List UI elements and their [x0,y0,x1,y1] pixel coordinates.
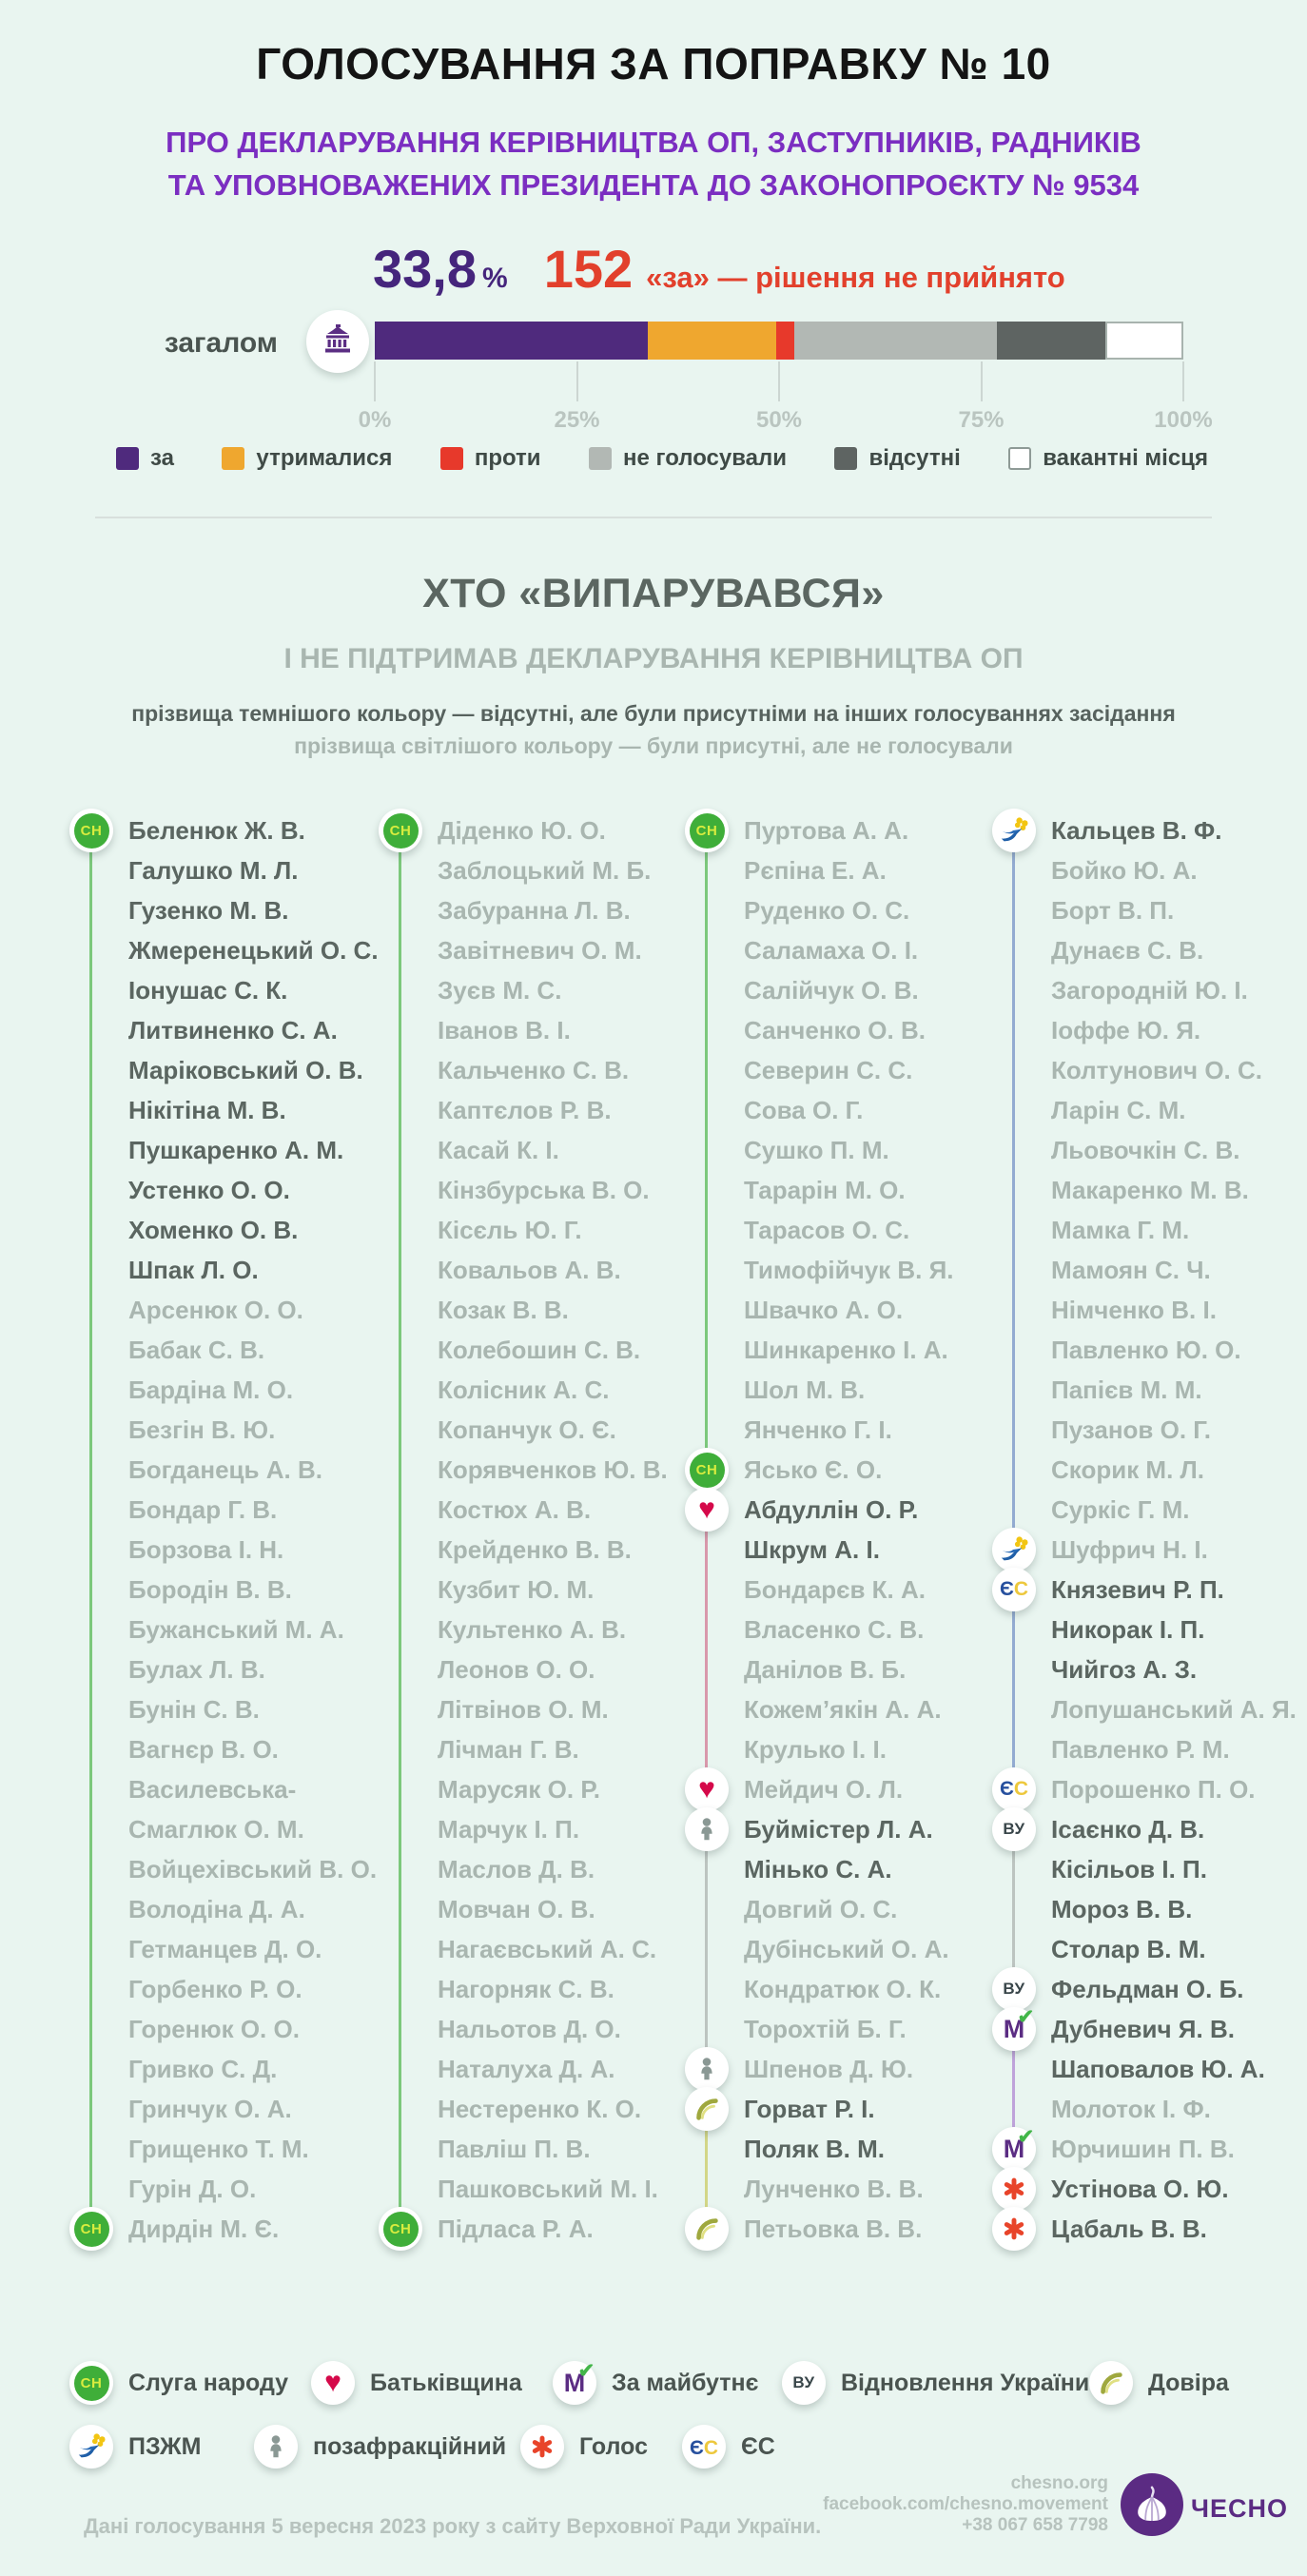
deputy-name: Козак В. В. [438,1296,569,1324]
deputy-name: Шкрум А. І. [744,1535,880,1564]
deputy-name: Устенко О. О. [128,1176,290,1204]
axis-tick-label: 0% [358,407,392,433]
axis-tick-label: 75% [958,407,1005,433]
party-legend-item-pzzhm [69,2425,201,2469]
deputy-name: Кінзбурська В. О. [438,1176,650,1204]
deputy-name: Руденко О. С. [744,896,910,925]
vote-legend-item [440,445,541,472]
deputy-name: Булах Л. В. [128,1655,265,1684]
page-subtitle [0,122,1307,207]
dovira-party-badge [1089,2361,1133,2405]
deputy-name: Горбенко Р. О. [128,1975,302,2003]
party-legend-label: Слуга народу [128,2369,289,2396]
deputy-name: Гурін Д. О. [128,2175,257,2203]
deputy-name: Загородній Ю. І. [1051,976,1248,1005]
percent-unit: % [482,263,508,294]
sn-party-badge [685,1448,729,1492]
deputy-name: Льовочкін С. В. [1051,1136,1240,1164]
dovira-party-badge [685,2207,729,2251]
deputy-name: Вагнєр В. О. [128,1735,279,1764]
deputy-name: Буймістер Л. А. [744,1815,933,1844]
deputy-name: Власенко С. В. [744,1615,925,1644]
deputy-name: Забуранна Л. В. [438,896,631,925]
sn-party-icon: СН [74,2212,109,2247]
party-segment-line [705,1510,708,1789]
deputy-name: Гузенко М. В. [128,896,289,925]
deputy-name: Марусяк О. Р. [438,1775,600,1804]
deputy-name: Северин С. С. [744,1056,913,1084]
person-icon [262,2432,290,2461]
deputy-name: Павленко Р. М. [1051,1735,1230,1764]
party-legend-label: Відновлення України [841,2369,1090,2396]
deputy-name: Цабаль В. В. [1051,2215,1207,2243]
deputy-name: Лопушанський А. Я. [1051,1695,1297,1724]
holos-burst-icon [1001,2215,1027,2242]
holos-party-badge [992,2167,1036,2211]
vote-legend-item [834,445,960,472]
deputy-name: Гетманцев Д. О. [128,1935,322,1963]
batk-party-badge [685,1488,729,1532]
pzzhm-party-badge [992,1528,1036,1571]
page-subtitle-line2: ТА УПОВНОВАЖЕНИХ ПРЕЗИДЕНТА ДО ЗАКОНОПРОЄКТУ № 9534 [167,167,1140,202]
legend-label: за [150,445,174,471]
deputy-name: Пуртова А. А. [744,816,909,845]
deputy-name: Галушко М. Л. [128,856,299,885]
deputy-name: Арсенюк О. О. [128,1296,303,1324]
deputy-name: Столар В. М. [1051,1935,1206,1963]
sn-party-icon: СН [383,2212,419,2247]
deputy-name: Сова О. Г. [744,1096,864,1124]
deputy-name: Шаповалов Ю. А. [1051,2055,1265,2083]
vu-icon: ВУ [1003,1820,1025,1838]
deputy-name: Касай К. І. [438,1136,559,1164]
bar-segment-3 [794,322,997,360]
deputy-name: Бойко Ю. А. [1051,856,1198,885]
party-legend-item-sn [69,2361,288,2405]
party-legend-item-zm [553,2361,758,2405]
deputy-name: Суркіс Г. М. [1051,1495,1190,1524]
party-legend-label: позафракційний [313,2432,507,2460]
deputy-name: Юрчишин П. В. [1051,2135,1235,2163]
sn-party-icon: СН [74,813,109,849]
phone-number: +38 067 658 7798 [962,2515,1108,2535]
deputy-name: Шинкаренко І. А. [744,1336,948,1364]
sn-party-badge [69,2207,113,2251]
pzzhm-party-badge [992,809,1036,852]
es-icon: ЄС [689,2436,719,2459]
section-title: ХТО «ВИПАРУВАВСЯ» [422,571,885,616]
deputy-name: Крейденко В. В. [438,1535,632,1564]
deputy-name: Корявченков Ю. В. [438,1455,668,1484]
vote-stats [373,238,1065,300]
deputy-name: Никорак І. П. [1051,1615,1205,1644]
deputy-name: Беленюк Ж. В. [128,816,305,845]
deputy-name: Лічман Г. В. [438,1735,579,1764]
bar-segment-0 [375,322,648,360]
deputy-name: Горенюк О. О. [128,2015,300,2043]
legend-label: вакантні місця [1043,445,1208,471]
holos-party-badge [992,2207,1036,2251]
party-legend-label: ЄС [741,2432,775,2460]
vote-legend-item [116,445,174,472]
dovira-swoosh-icon [1097,2369,1125,2397]
pozafrak-party-badge [685,2047,729,2091]
heart-icon: ♥ [698,1773,715,1805]
deputy-name: Бондар Г. В. [128,1495,278,1524]
deputy-name: Іванов В. І. [438,1016,571,1044]
party-legend-label: ПЗЖМ [128,2432,202,2460]
contact-block [823,2473,1108,2536]
sn-party-icon: СН [383,813,419,849]
deputy-name: Мейдич О. Л. [744,1775,904,1804]
deputy-name: Культенко А. В. [438,1615,627,1644]
batk-party-badge [311,2361,355,2405]
deputy-name: Торохтій Б. Г. [744,2015,907,2043]
deputy-name: Богданець А. В. [128,1455,322,1484]
deputy-name: Скорик М. Л. [1051,1455,1205,1484]
deputy-name: Костюх А. В. [438,1495,592,1524]
dovira-swoosh-icon [693,2095,721,2123]
website-link[interactable]: chesno.org [1010,2473,1108,2493]
deputy-name: Макаренко М. В. [1051,1176,1249,1204]
legend-swatch [222,447,244,470]
percent-value: 33,8 [373,239,477,299]
dovira-swoosh-icon [693,2215,721,2243]
es-icon: ЄС [999,1578,1029,1600]
deputy-name: Гривко С. Д. [128,2055,278,2083]
deputy-name: Ісаєнко Д. В. [1051,1815,1205,1844]
holos-party-badge [520,2425,564,2469]
note-dark: прізвища темнішого кольору — відсутні, але були присутніми на інших голосуваннях засідання [131,701,1176,726]
note-light: прізвища світлішого кольору — були присутні, але не голосували [294,733,1013,758]
party-legend-label: Голос [579,2432,648,2460]
brand-name: ЧЕСНО [1191,2494,1288,2523]
deputy-name: Леонов О. О. [438,1655,595,1684]
axis-tick-line [1182,361,1184,401]
axis-tick-line [981,361,983,401]
deputy-name: Дубневич Я. В. [1051,2015,1235,2043]
deputy-name: Безгін В. Ю. [128,1415,276,1444]
deputy-name: Мінько С. А. [744,1855,892,1883]
deputy-name: Кісільов І. П. [1051,1855,1207,1883]
deputy-name: Кузбит Ю. М. [438,1575,595,1604]
holos-burst-icon [1001,2176,1027,2202]
section-subtitle: І НЕ ПІДТРИМАВ ДЕКЛАРУВАННЯ КЕРІВНИЦТВА ОП [283,643,1024,674]
deputy-name: Горват Р. І. [744,2095,875,2123]
legend-swatch [1008,447,1031,470]
axis-tick-label: 50% [755,407,803,433]
deputy-name: Хоменко О. В. [128,1216,299,1244]
deputy-name: Бардіна М. О. [128,1376,294,1404]
deputy-name: Мамка Г. М. [1051,1216,1190,1244]
sn-party-badge [379,2207,422,2251]
zm-party-badge [992,2007,1036,2051]
deputy-name: Ясько Є. О. [744,1455,883,1484]
legend-label: проти [474,445,541,471]
party-segment-line [705,830,708,1470]
party-segment-line [1012,1590,1015,1789]
deputy-name: Швачко А. О. [744,1296,904,1324]
deputy-name: Марчук І. П. [438,1815,580,1844]
legend-swatch [116,447,139,470]
deputy-name: Нагорняк С. В. [438,1975,614,2003]
deputy-name: Лунченко В. В. [744,2175,924,2203]
deputy-name: Войцехівський В. О. [128,1855,378,1883]
deputy-name: Салійчук О. В. [744,976,919,1005]
facebook-link[interactable]: facebook.com/chesno.movement [823,2494,1108,2514]
deputy-name: Дирдін М. Є. [128,2215,280,2243]
deputy-name: Копанчук О. Є. [438,1415,616,1444]
deputy-name: Ковальов А. В. [438,1256,621,1284]
es-icon: ЄС [999,1778,1029,1800]
axis-tick-label: 25% [554,407,600,433]
deputy-name: Довгий О. С. [744,1895,898,1923]
deputy-name: Кальцев В. Ф. [1051,816,1222,845]
deputy-name: Петьовка В. В. [744,2215,923,2243]
party-legend-label: Довіра [1148,2369,1229,2396]
pzzhm-bird-icon [998,814,1030,847]
person-icon [693,2055,721,2083]
bar-segment-5 [1105,322,1183,360]
deputy-name: Крулько І. І. [744,1735,887,1764]
sn-party-badge [69,2361,113,2405]
bar-row-label: загалом [164,327,278,359]
deputy-name: Тарасов О. С. [744,1216,910,1244]
batk-party-badge [685,1767,729,1811]
sn-party-icon: СН [690,1453,725,1488]
heart-icon: ♥ [698,1493,715,1525]
deputy-name: Наталуха Д. А. [438,2055,615,2083]
stacked-bar [375,322,1183,360]
deputy-name: Фельдман О. Б. [1051,1975,1244,2003]
zm-party-badge [553,2361,596,2405]
votes-for-count: 152 [543,239,634,299]
page-subtitle-line1: ПРО ДЕКЛАРУВАННЯ КЕРІВНИЦТВА ОП, ЗАСТУПНИКІВ, РАДНИКІВ [166,126,1141,159]
zm-check-icon: М ✔ [563,2359,595,2397]
deputy-name: Ларін С. М. [1051,1096,1186,1124]
vote-legend-item [589,445,787,472]
deputy-name: Поляк В. М. [744,2135,885,2163]
party-segment-line [1012,1829,1015,1989]
section-divider [95,517,1212,518]
parliament-building-icon [319,322,357,361]
deputy-name: Шпак Л. О. [128,1256,259,1284]
bar-segment-2 [776,322,795,360]
deputy-name: Янченко Г. І. [744,1415,892,1444]
deputy-name: Шпенов Д. Ю. [744,2055,914,2083]
deputy-name: Тарарін М. О. [744,1176,906,1204]
dovira-party-badge [685,2087,729,2131]
deputy-name: Данілов В. Б. [744,1655,907,1684]
verdict-text: «за» — рішення не прийнято [646,261,1065,294]
deputy-name: Кальченко С. В. [438,1056,630,1084]
deputy-name: Діденко Ю. О. [438,816,606,845]
vote-legend [0,445,1307,472]
page-title: ГОЛОСУВАННЯ ЗА ПОПРАВКУ № 10 [256,39,1051,88]
zm-check-icon: М ✔ [1003,2005,1035,2043]
deputy-name: Завітневич О. М. [438,936,642,965]
deputy-name: Маріковський О. В. [128,1056,363,1084]
deputy-name: Абдуллін О. Р. [744,1495,919,1524]
deputy-name: Кісєль Ю. Г. [438,1216,582,1244]
deputy-name: Пушкаренко А. М. [128,1136,344,1164]
bar-segment-1 [648,322,775,360]
es-party-badge [992,1767,1036,1811]
axis-tick-label: 100% [1154,407,1213,433]
deputy-name: Саламаха О. І. [744,936,919,965]
deputy-name: Борзова І. Н. [128,1535,284,1564]
zm-party-badge [992,2127,1036,2171]
pozafrak-party-badge [685,1807,729,1851]
deputy-name: Нікітіна М. В. [128,1096,286,1124]
deputy-name: Іоффе Ю. Я. [1051,1016,1201,1044]
deputy-name: Жмеренецький О. С. [128,936,379,965]
legend-swatch [589,447,612,470]
deputy-name: Санченко О. В. [744,1016,926,1044]
party-legend-item-vu [782,2361,1089,2405]
deputy-name: Нестеренко К. О. [438,2095,642,2123]
deputy-name: Володіна Д. А. [128,1895,305,1923]
party-legend-label: Батьківщина [370,2369,522,2396]
deputy-name: Василевська-Смаглюк О. М. [128,1775,304,1844]
vote-legend-item [222,445,392,472]
party-segment-line [1012,830,1015,1550]
vote-legend-item [1008,445,1208,472]
pzzhm-party-badge [69,2425,113,2469]
deputy-name: Літвінов О. М. [438,1695,609,1724]
legend-label: відсутні [868,445,961,471]
axis-tick-line [576,361,578,401]
deputy-name: Пузанов О. Г. [1051,1415,1212,1444]
sn-party-icon: СН [74,2366,109,2401]
vu-icon: ВУ [792,2373,815,2391]
deputy-name: Литвиненко С. А. [128,1016,338,1044]
deputy-name: Кондратюк О. К. [744,1975,942,2003]
party-legend-item-batk [311,2361,522,2405]
sn-party-icon: СН [690,813,725,849]
pzzhm-bird-icon [75,2430,107,2463]
deputy-name: Колтунович О. С. [1051,1056,1263,1084]
deputy-name: Каптєлов Р. В. [438,1096,612,1124]
deputy-name: Бабак С. В. [128,1336,265,1364]
deputy-name: Нальотов Д. О. [438,2015,621,2043]
vu-party-badge [782,2361,826,2405]
party-legend-item-dovira [1089,2361,1229,2405]
deputy-name: Кожем’якін А. А. [744,1695,942,1724]
deputy-name: Шол М. В. [744,1376,866,1404]
zm-check-icon: М ✔ [1003,2125,1035,2163]
sn-party-badge [379,809,422,852]
legend-label: утрималися [256,445,393,471]
party-segment-line [399,830,401,2229]
deputy-name: Молоток І. Ф. [1051,2095,1211,2123]
deputy-name: Рєпіна Е. А. [744,856,887,885]
pzzhm-bird-icon [998,1533,1030,1566]
deputy-name: Шуфрич Н. І. [1051,1535,1208,1564]
party-legend-item-es [682,2425,775,2469]
legend-swatch [834,447,857,470]
legend-swatch [440,447,463,470]
deputy-name: Павліш П. В. [438,2135,591,2163]
deputy-name: Іонушас С. К. [128,976,288,1005]
holos-burst-icon [529,2433,556,2460]
deputy-name: Дубінський О. А. [744,1935,949,1963]
deputy-name: Бужанський М. А. [128,1615,344,1644]
axis-tick-line [778,361,780,401]
axis-tick-line [374,361,376,401]
bar-axis [358,361,1213,438]
es-party-badge [992,1568,1036,1611]
pozafrak-party-badge [254,2425,298,2469]
bar-segment-4 [997,322,1106,360]
deputy-name: Павленко Ю. О. [1051,1336,1241,1364]
sn-party-badge [685,809,729,852]
vu-party-badge [992,1807,1036,1851]
deputy-name: Бондарєв К. А. [744,1575,927,1604]
deputy-name: Колісник А. С. [438,1376,610,1404]
parliament-icon [306,310,369,373]
legend-label: не голосували [623,445,788,471]
deputy-name: Мороз В. В. [1051,1895,1193,1923]
deputy-name: Порошенко П. О. [1051,1775,1256,1804]
deputy-name: Маслов Д. В. [438,1855,595,1883]
heart-icon: ♥ [324,2367,341,2398]
party-legend-item-pozafrak [254,2425,506,2469]
party-segment-line [89,830,92,2229]
deputy-name: Князевич Р. П. [1051,1575,1224,1604]
deputy-name: Німченко В. І. [1051,1296,1217,1324]
party-segment-line [705,1829,708,2069]
party-legend-label: За майбутнє [612,2369,759,2396]
garlic-icon [1128,2481,1176,2528]
party-legend-item-holos [520,2425,648,2469]
deputy-name: Заблоцький М. Б. [438,856,652,885]
deputy-name: Грищенко Т. М. [128,2135,309,2163]
es-party-badge [682,2425,726,2469]
deputy-name: Бородін В. В. [128,1575,292,1604]
vu-icon: ВУ [1003,1980,1025,1998]
deputy-name: Чийгоз А. З. [1051,1655,1198,1684]
deputy-name: Тимофійчук В. Я. [744,1256,954,1284]
deputy-name: Борт В. П. [1051,896,1175,925]
deputy-name: Гринчук О. А. [128,2095,292,2123]
deputy-name: Мамоян С. Ч. [1051,1256,1211,1284]
deputy-name: Бунін С. В. [128,1695,260,1724]
deputy-name: Підласа Р. А. [438,2215,594,2243]
chesno-logo [1121,2473,1183,2536]
deputy-name: Мовчан О. В. [438,1895,595,1923]
deputy-name: Устінова О. Ю. [1051,2175,1229,2203]
deputy-name: Пашковський М. І. [438,2175,658,2203]
deputy-name: Сушко П. М. [744,1136,889,1164]
deputy-name: Дунаєв С. В. [1051,936,1204,965]
deputy-name: Зуєв М. С. [438,976,562,1005]
person-icon [693,1815,721,1844]
data-source-note: Дані голосування 5 вересня 2023 року з сайту Верховної Ради України. [84,2514,822,2538]
sn-party-badge [69,809,113,852]
deputy-name: Папієв М. М. [1051,1376,1202,1404]
deputy-name: Колебошин С. В. [438,1336,641,1364]
deputy-name: Нагаєвський А. С. [438,1935,657,1963]
